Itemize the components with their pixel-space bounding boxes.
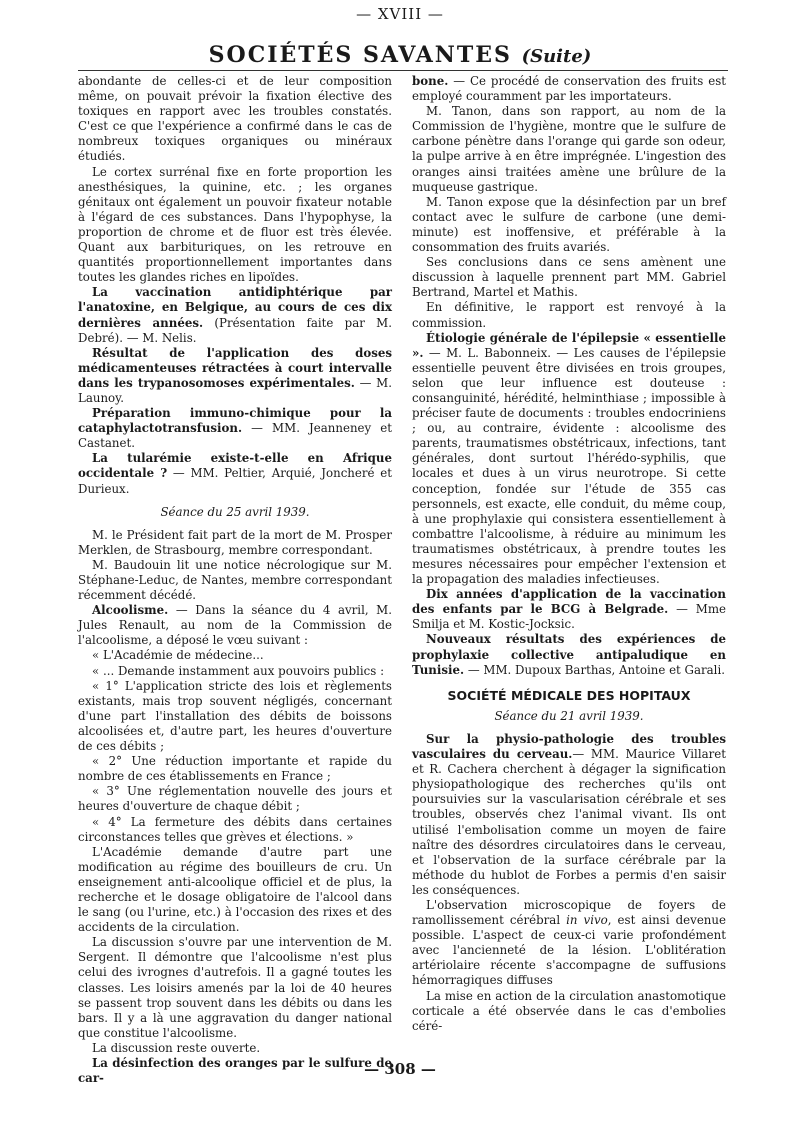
paragraph [78, 406, 392, 451]
paragraph [78, 346, 392, 406]
paragraph-heading: Sur la physio-pathologie des troubles vasculaires du cerveau. [412, 731, 726, 762]
paragraph: abondante de celles-ci et de leur composition même, on pouvait prévoir la fixation élective des toxiques en rapport avec les troubles constatés. C'est ce que l'expérience a confirmé dans le cas de nombreux toxiques organiques ou minéraux étudiés. [78, 74, 392, 164]
paragraph-text: — M. Launoy. [78, 375, 392, 405]
paragraph: « 1° L'application stricte des lois et règlements existants, mais trop souvent négligés, concernant d'une part l'installation des débits de boissons alcoolisées et, d'autre part, les heures d'ouverture de ces débits ; [78, 678, 392, 754]
paragraph-text: — MM. Dupoux Barthas, Antoine et Garali. [464, 662, 725, 677]
paragraph [412, 331, 726, 588]
paragraph-heading: Étiologie générale de l'épilepsie « essentielle ». [412, 330, 726, 360]
paragraph: M. le Président fait part de la mort de M. Prosper Merklen, de Strasbourg, membre correspondant. [78, 527, 392, 557]
paragraph-heading: Résultat de l'application des doses médicamenteuses rétractées à court intervalle dans les trypanosomoses expérimentales. [78, 345, 392, 390]
paragraph [412, 74, 726, 104]
paragraph-heading: bone. [412, 74, 449, 88]
paragraph [78, 451, 392, 496]
paragraph: M. Tanon, dans son rapport, au nom de la Commission de l'hygiène, montre que le sulfure de carbone pénètre dans l'orange qui garde son odeur, la pulpe arrive à en être imprégnée. L'ingestion des oranges ainsi traitées amène une brûlure de la muqueuse gastrique. [412, 104, 726, 194]
paragraph: « 2° Une réduction importante et rapide du nombre de ces établissements en France ; [78, 754, 392, 784]
paragraph: Ses conclusions dans ce sens amènent une discussion à laquelle prennent part MM. Gabriel Bertrand, Martel et Mathis. [412, 255, 726, 300]
title-suite: (Suite) [521, 46, 592, 67]
paragraph: « L'Académie de médecine... [92, 648, 264, 663]
paragraph: « 4° La fermeture des débits dans certaines circonstances telles que grèves et élections. » [78, 814, 392, 844]
right-column [412, 74, 726, 1034]
roman-page-number: — XVIII — [356, 5, 444, 23]
paragraph-text: L'observation microscopique de foyers de ramollissement cérébral [412, 897, 726, 928]
paragraph-heading: La vaccination antidiphtérique par l'anatoxine, en Belgique, au cours de ces dix dernières années. [78, 285, 392, 330]
paragraph-text: (Présentation faite par M. Debré). — M. Nelis. [78, 315, 392, 345]
section-heading: SOCIÉTÉ MÉDICALE DES HOPITAUX [447, 687, 691, 703]
paragraph: « 3° Une réglementation nouvelle des jours et heures d'ouverture de chaque débit ; [78, 784, 392, 814]
paragraph-text: — M. L. Babonneix. — Les causes de l'épilepsie essentielle peuvent être divisées en trois groupes, selon que leur influence est douteuse : consanguinité, hérédité, helminthiase ; impossible à préciser faute de documents : troubles endocriniens ; ou, au contraire, évidente : alcoolisme des parents, traumatismes obstétricaux, infections, tant générales, dont surtout l'hérédo-syphilis, que locales et dues à un virus neurotrope. Si cette conception, fondée sur l'étude de 355 cas personnels, est exacte, elle conduit, du même coup, à une prophylaxie qui consistera essentiellement à combattre l'alcoolisme, à réduire au minimum les traumatismes obstétricaux, à prendre toutes les mesures nécessaires pour empêcher l'extension et la propagation des maladies infectieuses. [412, 345, 726, 587]
paragraph-heading: Nouveaux résultats des expériences de prophylaxie collective antipaludique en Tunisie. [412, 632, 726, 677]
paragraph: L'Académie demande d'autre part une modification au régime des bouilleurs de cru. Un enseignement anti-alcoolique officiel et de plus, la recherche et le dosage obligatoire de l'alcool dans le sang (ou l'urine, etc.) à l'occasion des rixes et des accidents de la circulation. [78, 844, 392, 935]
paragraph-heading: Préparation immuno-chimique pour la cataphylactotransfusion. [78, 406, 392, 436]
paragraph-text: — MM. Peltier, Arquié, Joncheré et Durieux. [78, 466, 392, 496]
title-text: SOCIÉTÉS SAVANTES [208, 42, 512, 68]
paragraph [78, 603, 392, 648]
left-column [78, 74, 392, 1086]
paragraph-text: — Ce procédé de conservation des fruits est employé couramment par les importateurs. [412, 74, 726, 104]
paragraph: « ... Demande instamment aux pouvoirs publics : [92, 663, 385, 678]
paragraph-text: , est ainsi devenue possible. L'aspect de ceux-ci varie profondément avec l'ancienneté de la lésion. L'oblitération artériolaire récente s'accompagne de suffusions hémorragiques diffuses [412, 913, 726, 988]
paragraph-heading: Dix années d'application de la vaccination des enfants par le BCG à Belgrade. [412, 587, 726, 617]
paragraph [412, 732, 726, 898]
paragraph: M. Baudouin lit une notice nécrologique sur M. Stéphane-Leduc, de Nantes, membre correspondant récemment décédé. [78, 557, 392, 603]
italic-term: in vivo [566, 913, 608, 928]
header-rule [78, 70, 728, 71]
paragraph [412, 587, 726, 632]
paragraph-heading: La tularémie existe-t-elle en Afrique occidentale ? [78, 451, 392, 481]
paragraph: La mise en action de la circulation anastomotique corticale a été observée dans le cas d'embolies céré- [412, 988, 726, 1033]
paragraph-text: — MM. Maurice Villaret et R. Cachera cherchent à dégager la signification physiopathologique des recherches qu'ils ont poursuivies sur la vascularisation cérébrale et ses troubles, observés chez l'animal vivant. Ils ont utilisé l'embolisation comme un moyen de faire naître des désordres circulatoires dans le cerveau, et l'observation de la surface cérébrale par la méthode du hublot de Forbes a permis d'en saisir les conséquences. [412, 747, 726, 897]
paragraph-heading: Alcoolisme. [92, 603, 169, 618]
paragraph: La discussion reste ouverte. [92, 1040, 261, 1055]
paragraph-text: — Mme Smilja et M. Kostic-Jocksic. [412, 602, 726, 632]
seance-date: Séance du 25 avril 1939. [160, 504, 310, 519]
paragraph-text: — MM. Jeanneney et Castanet. [78, 421, 392, 451]
paragraph-text: — Dans la séance du 4 avril, M. Jules Renault, au nom de la Commission de l'alcoolisme, a déposé le vœu suivant : [78, 603, 392, 648]
paragraph [78, 285, 392, 345]
paragraph: M. Tanon expose que la désinfection par un bref contact avec le sulfure de carbone (une demi-minute) est inoffensive, et préférable à la consommation des fruits avariés. [412, 194, 726, 255]
page-number: — 308 — [364, 1060, 436, 1078]
paragraph: En définitive, le rapport est renvoyé à la commission. [412, 300, 726, 330]
paragraph [412, 632, 726, 677]
page-title [0, 42, 800, 68]
paragraph: Le cortex surrénal fixe en forte proportion les anesthésiques, la quinine, etc. ; les organes génitaux ont également un pouvoir fixateur notable à l'égard de ces substances. Dans l'hypophyse, la proportion de chrome et de fluor est très élevée. Quant aux barbituriques, on les retrouve en quantités proportionnellement importantes dans toutes les glandes riches en lipoïdes. [78, 164, 392, 285]
paragraph: La discussion s'ouvre par une intervention de M. Sergent. Il démontre que l'alcoolisme n'est plus celui des ivrognes d'autrefois. Il a gagné toutes les classes. Les loisirs amenés par la loi de 40 heures se passent trop souvent dans les débits ou dans les bars. Il y a là une aggravation du danger national que constitue l'alcoolisme. [78, 935, 392, 1040]
seance-date: Séance du 21 avril 1939. [494, 708, 644, 723]
paragraph [412, 898, 726, 989]
paragraph-heading: La désinfection des oranges par le sulfure de car- [78, 1056, 392, 1086]
